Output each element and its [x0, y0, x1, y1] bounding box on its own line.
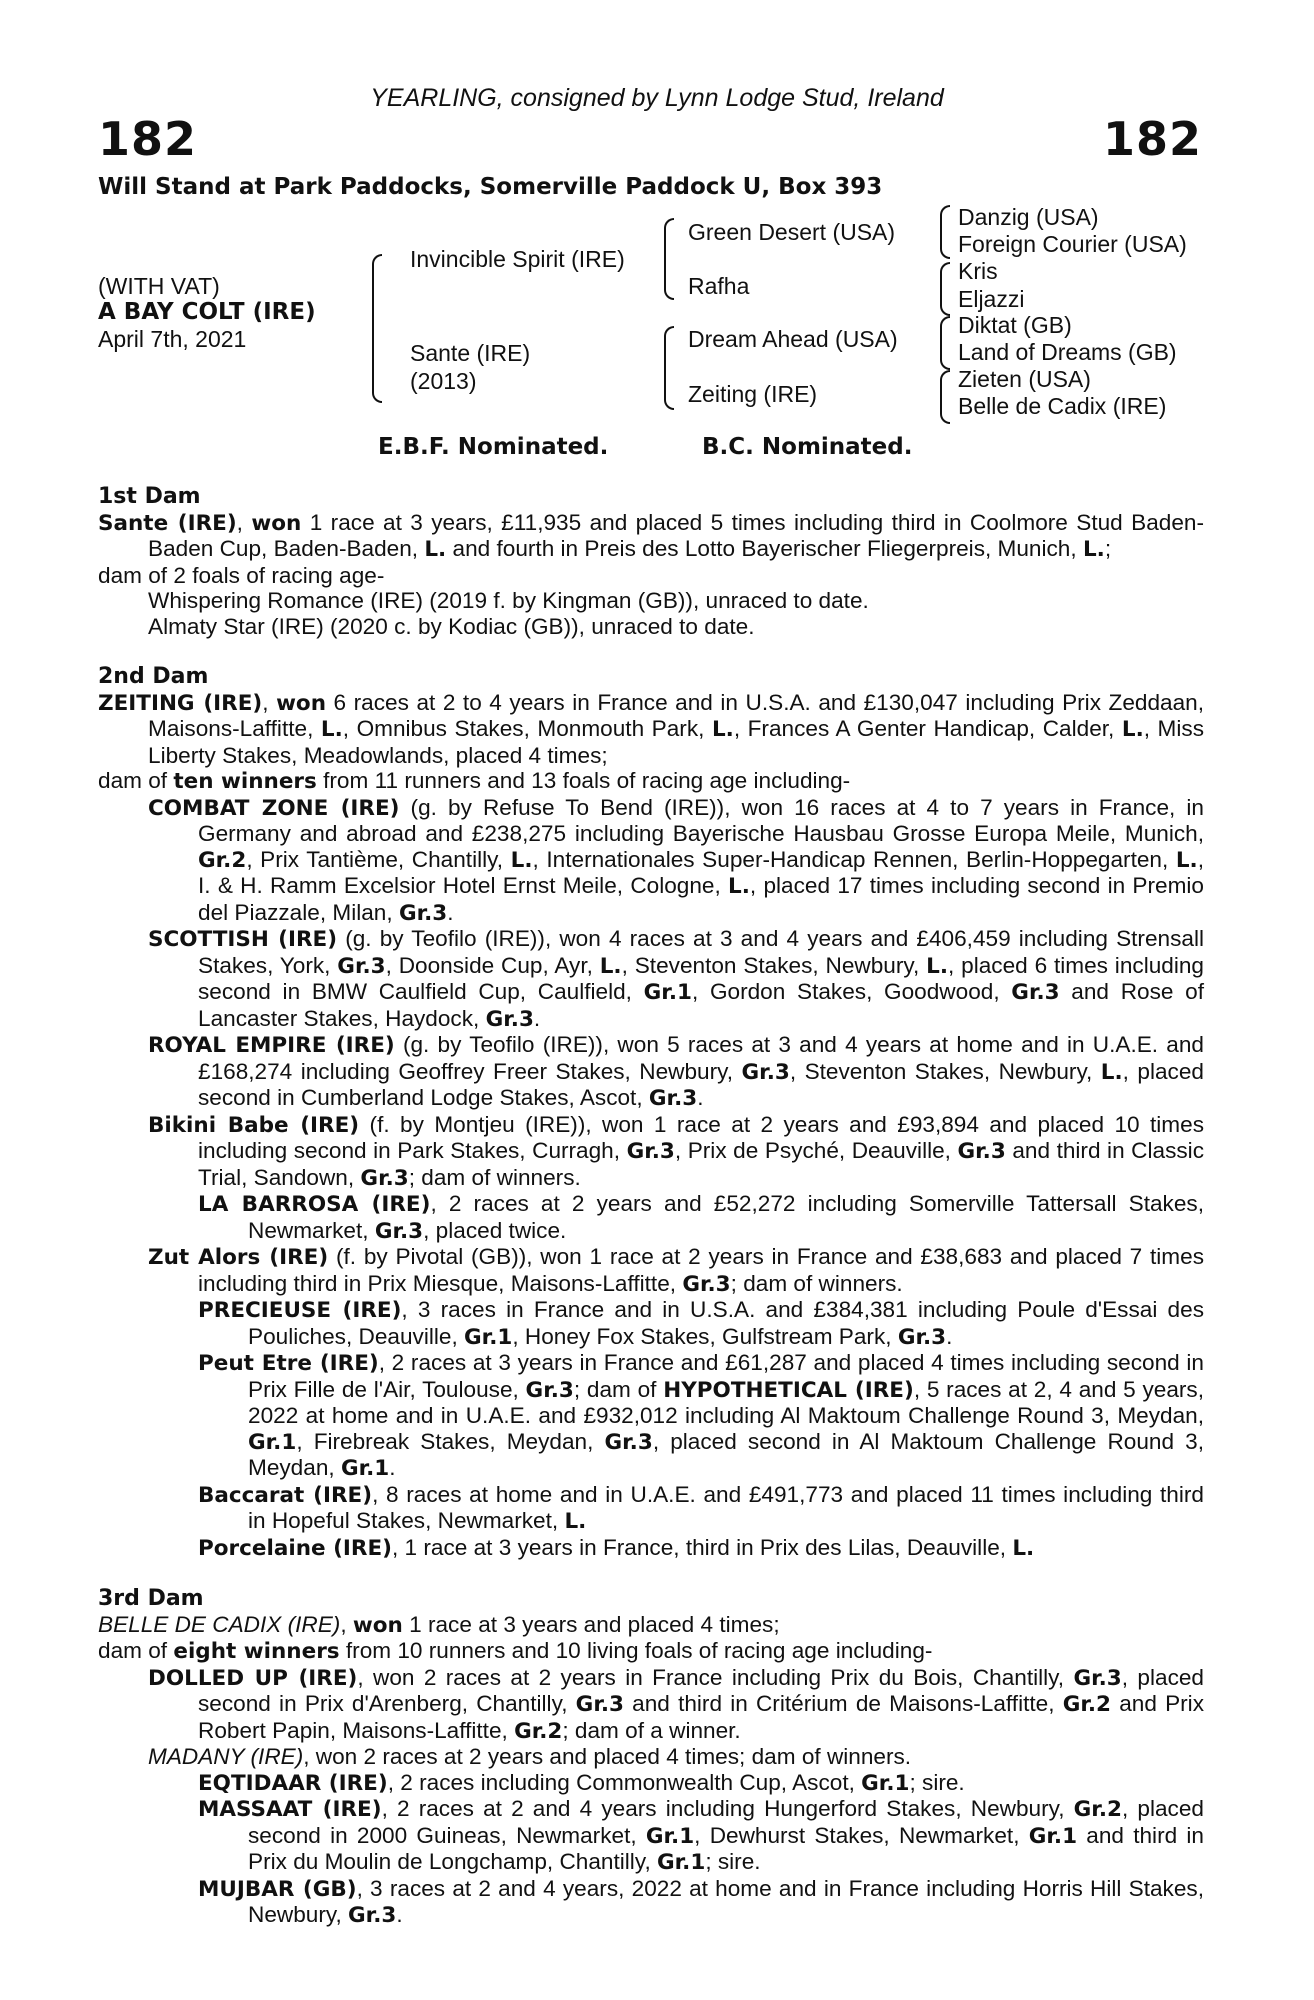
bc-nomination: B.C. Nominated. — [702, 434, 913, 460]
ss-brace — [940, 205, 950, 259]
dd-dam: Belle de Cadix (IRE) — [958, 393, 1167, 419]
dam-sire: Dream Ahead (USA) — [688, 326, 898, 352]
sire-sire: Green Desert (USA) — [688, 219, 896, 245]
pedigree-brace — [372, 254, 382, 403]
produce-item: PRECIEUSE (IRE), 3 races in France and in U.S.A. and £384,381 including Poule d'Essai des Pouliches, Deauville, Gr.1, Honey Fox Stakes, Gulfstream Park, Gr.3. — [198, 1297, 1204, 1350]
produce-item: Almaty Star (IRE) (2020 c. by Kodiac (GB)), unraced to date. — [148, 613, 755, 639]
dam-brace — [664, 326, 674, 410]
stabling-info: Will Stand at Park Paddocks, Somerville Paddock U, Box 393 — [98, 174, 883, 200]
second-dam-entry: ZEITING (IRE), won 6 races at 2 to 4 years in France and in U.S.A. and £130,047 including Prix Zeddaan, Maisons-Laffitte, L., Omnibus Stakes, Monmouth Park, L., Frances A Genter Handicap, Calder, L., Miss Liberty Stakes, Meadowlands, placed 4 times; — [98, 689, 1204, 768]
sire-brace — [664, 218, 674, 300]
ds-sire: Diktat (GB) — [958, 312, 1072, 338]
foaling-date: April 7th, 2021 — [98, 326, 247, 352]
first-dam-foals-line: dam of 2 foals of racing age- — [98, 562, 385, 588]
produce-item: MASSAAT (IRE), 2 races at 2 and 4 years including Hungerford Stakes, Newbury, Gr.2, placed second in 2000 Guineas, Newmarket, Gr.1, Dewhurst Stakes, Newmarket, Gr.1 and third in Prix du Moulin de Longchamp, Chantilly, Gr.1; sire. — [198, 1796, 1204, 1875]
sire-name: Invincible Spirit (IRE) — [410, 246, 625, 272]
produce-item: ROYAL EMPIRE (IRE) (g. by Teofilo (IRE)), won 5 races at 3 and 4 years at home and in U.A.E. and £168,274 including Geoffrey Freer Stakes, Newbury, Gr.3, Steventon Stakes, Newbury, L., placed second in Cumberland Lodge Stakes, Ascot, Gr.3. — [148, 1032, 1204, 1111]
first-dam-entry: Sante (IRE), won 1 race at 3 years, £11,935 and placed 5 times including third in Coolmore Stud Baden-Baden Cup, Baden-Baden, L. and fourth in Preis des Lotto Bayerischer Fliegerpreis, Munich, L.; — [98, 509, 1204, 562]
sd-sire: Kris — [958, 258, 998, 284]
produce-item: MUJBAR (GB), 3 races at 2 and 4 years, 2022 at home and in France including Horris Hill Stakes, Newbury, Gr.3. — [198, 1875, 1204, 1928]
produce-item: Whispering Romance (IRE) (2019 f. by Kingman (GB)), unraced to date. — [148, 588, 869, 613]
lot-number-left: 182 — [98, 112, 198, 166]
produce-item: EQTIDAAR (IRE), 2 races including Commonwealth Cup, Ascot, Gr.1; sire. — [198, 1769, 965, 1796]
dam-year: (2013) — [410, 368, 477, 394]
produce-item: SCOTTISH (IRE) (g. by Teofilo (IRE)), won 4 races at 3 and 4 years and £406,459 including Strensall Stakes, York, Gr.3, Doonside Cup, Ayr, L., Steventon Stakes, Newbury, L., placed 6 times including second in BMW Caulfield Cup, Caulfield, Gr.1, Gordon Stakes, Goodwood, Gr.3 and Rose of Lancaster Stakes, Haydock, Gr.3. — [148, 926, 1204, 1032]
sire-dam: Rafha — [688, 273, 750, 299]
sd-dam: Eljazzi — [958, 286, 1025, 312]
ds-brace — [940, 316, 950, 370]
vat-label: (WITH VAT) — [98, 273, 220, 299]
horse-name: A BAY COLT (IRE) — [98, 299, 316, 325]
produce-record — [98, 484, 1204, 1929]
produce-item: Zut Alors (IRE) (f. by Pivotal (GB)), won 1 race at 2 years in France and £38,683 and placed 7 times including third in Prix Miesque, Maisons-Laffitte, Gr.3; dam of winners. — [148, 1244, 1204, 1297]
ss-dam: Foreign Courier (USA) — [958, 231, 1187, 257]
second-dam-winners-line: dam of ten winners from 11 runners and 13 foals of racing age including- — [98, 768, 851, 794]
produce-item: MADANY (IRE), won 2 races at 2 years and placed 4 times; dam of winners. — [148, 1744, 912, 1769]
produce-item: Bikini Babe (IRE) (f. by Montjeu (IRE)), won 1 race at 2 years and £93,894 and placed 10 times including second in Park Stakes, Curragh, Gr.3, Prix de Psyché, Deauville, Gr.3 and third in Classic Trial, Sandown, Gr.3; dam of winners. — [148, 1111, 1204, 1191]
second-dam-heading: 2nd Dam — [98, 664, 209, 689]
dam-dam: Zeiting (IRE) — [688, 381, 818, 407]
produce-item: LA BARROSA (IRE), 2 races at 2 years and £52,272 including Somerville Tattersall Stakes, Newmarket, Gr.3, placed twice. — [198, 1191, 1204, 1244]
produce-item: DOLLED UP (IRE), won 2 races at 2 years in France including Prix du Bois, Chantilly, Gr.3, placed second in Prix d'Arenberg, Chantilly, Gr.3 and third in Critérium de Maisons-Laffitte, Gr.2 and Prix Robert Papin, Maisons-Laffitte, Gr.2; dam of a winner. — [148, 1664, 1205, 1744]
consignor-line: YEARLING, consigned by Lynn Lodge Stud, Ireland — [370, 84, 944, 112]
produce-item: Peut Etre (IRE), 2 races at 3 years in France and £61,287 and placed 4 times including second in Prix Fille de l'Air, Toulouse, Gr.3; dam of HYPOTHETICAL (IRE), 5 races at 2, 4 and 5 years, 2022 at home and in U.A.E. and £932,012 including Al Maktoum Challenge Round 3, Meydan, Gr.1, Firebreak Stakes, Meydan, Gr.3, placed second in Al Maktoum Challenge Round 3, Meydan, Gr.1. — [198, 1350, 1205, 1481]
produce-item: Baccarat (IRE), 8 races at home and in U.A.E. and £491,773 and placed 11 times including third in Hopeful Stakes, Newmarket, L. — [198, 1481, 1204, 1534]
dd-sire: Zieten (USA) — [958, 366, 1091, 392]
dd-brace — [940, 370, 950, 424]
produce-item: COMBAT ZONE (IRE) (g. by Refuse To Bend (IRE)), won 16 races at 4 to 7 years in France, in Germany and abroad and £238,275 including Bayerische Hausbau Grosse Europa Meile, Munich, Gr.2, Prix Tantième, Chantilly, L., Internationales Super-Handicap Rennen, Berlin-Hoppegarten, L., I. & H. Ramm Excelsior Hotel Ernst Meile, Cologne, L., placed 17 times including second in Premio del Piazzale, Milan, Gr.3. — [148, 794, 1204, 926]
dam-name: Sante (IRE) — [410, 340, 531, 366]
third-dam-heading: 3rd Dam — [98, 1586, 204, 1611]
ss-sire: Danzig (USA) — [958, 204, 1099, 230]
third-dam-winners-line: dam of eight winners from 10 runners and 10 living foals of racing age including- — [98, 1638, 933, 1664]
lot-number-right: 182 — [1102, 112, 1202, 166]
ebf-nomination: E.B.F. Nominated. — [378, 434, 609, 460]
first-dam-heading: 1st Dam — [98, 484, 201, 509]
ds-dam: Land of Dreams (GB) — [958, 339, 1177, 365]
sd-brace — [940, 262, 950, 316]
third-dam-entry: BELLE DE CADIX (IRE), won 1 race at 3 years and placed 4 times; — [98, 1611, 780, 1638]
produce-item: Porcelaine (IRE), 1 race at 3 years in France, third in Prix des Lilas, Deauville, L. — [198, 1534, 1035, 1561]
